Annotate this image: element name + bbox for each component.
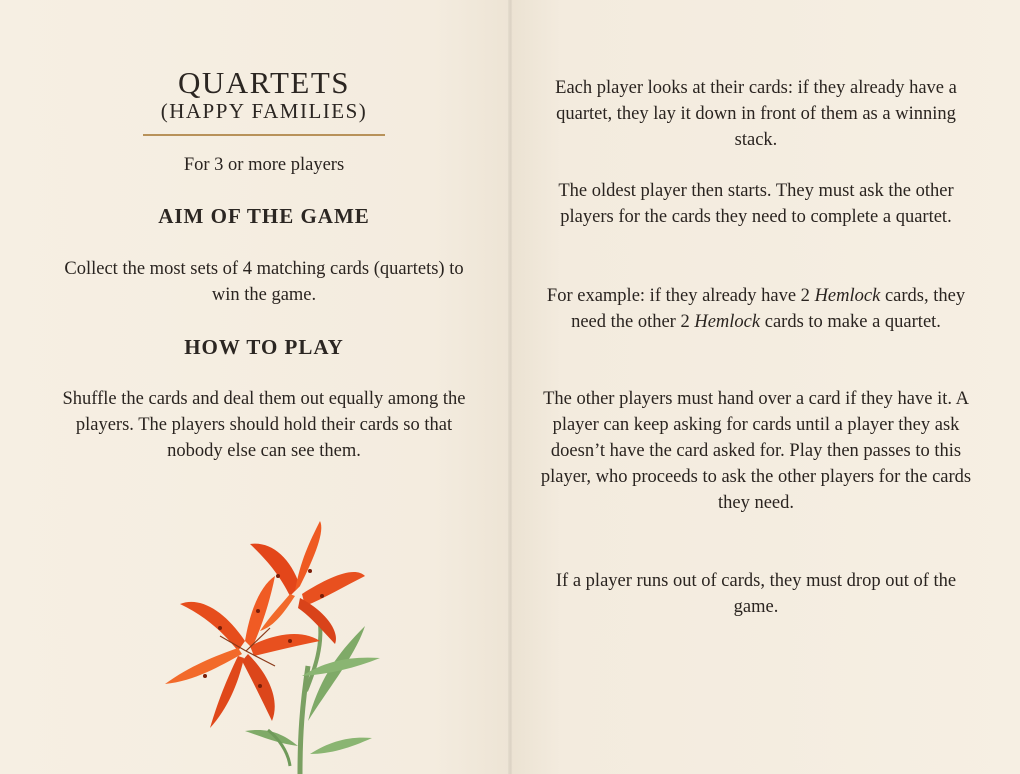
aim-text: Collect the most sets of 4 matching cards (quartets) to win the game. [64,259,464,305]
book-gutter [508,0,512,774]
rules-paragraph-4: The other players must hand over a card if they have it. A player can keep asking for cards until a player they ask doesn’t have the card asked for. Play then passes to this player, who proceeds to ask the other players for the cards they need. [540,389,972,513]
page-subtitle: (HAPPY FAMILIES) [160,99,368,123]
title-divider [143,134,385,136]
upper-lily-flower [250,521,365,644]
lily-illustration [150,516,400,774]
rules-paragraph-1: Each player looks at their cards: if they already have a quartet, they lay it down in front of them as a winning stack. [555,78,957,150]
player-count: For 3 or more players [183,155,345,175]
page-title: QUARTETS [177,65,351,100]
example-hemlock-2: Hemlock [694,312,761,332]
rules-paragraph-5: If a player runs out of cards, they must drop out of the game. [555,571,957,617]
example-text-c: cards to make a quartet. [760,312,941,332]
lower-lily-flower [165,576,320,728]
aim-heading: AIM OF THE GAME [158,204,370,228]
how-to-play-text: Shuffle the cards and deal them out equally among the players. The players should hold their cards so that nobody else can see them. [62,389,466,461]
example-text-b: cards, they need the other 2 [571,286,966,332]
how-to-play-heading: HOW TO PLAY [184,335,344,359]
rules-paragraph-2: The oldest player then starts. They must ask the other players for the cards they need to complete a quartet. [558,181,954,227]
rules-paragraph-3 [540,283,972,335]
example-text-a: For example: if they already have 2 [546,286,815,306]
example-hemlock-1: Hemlock [814,286,881,306]
